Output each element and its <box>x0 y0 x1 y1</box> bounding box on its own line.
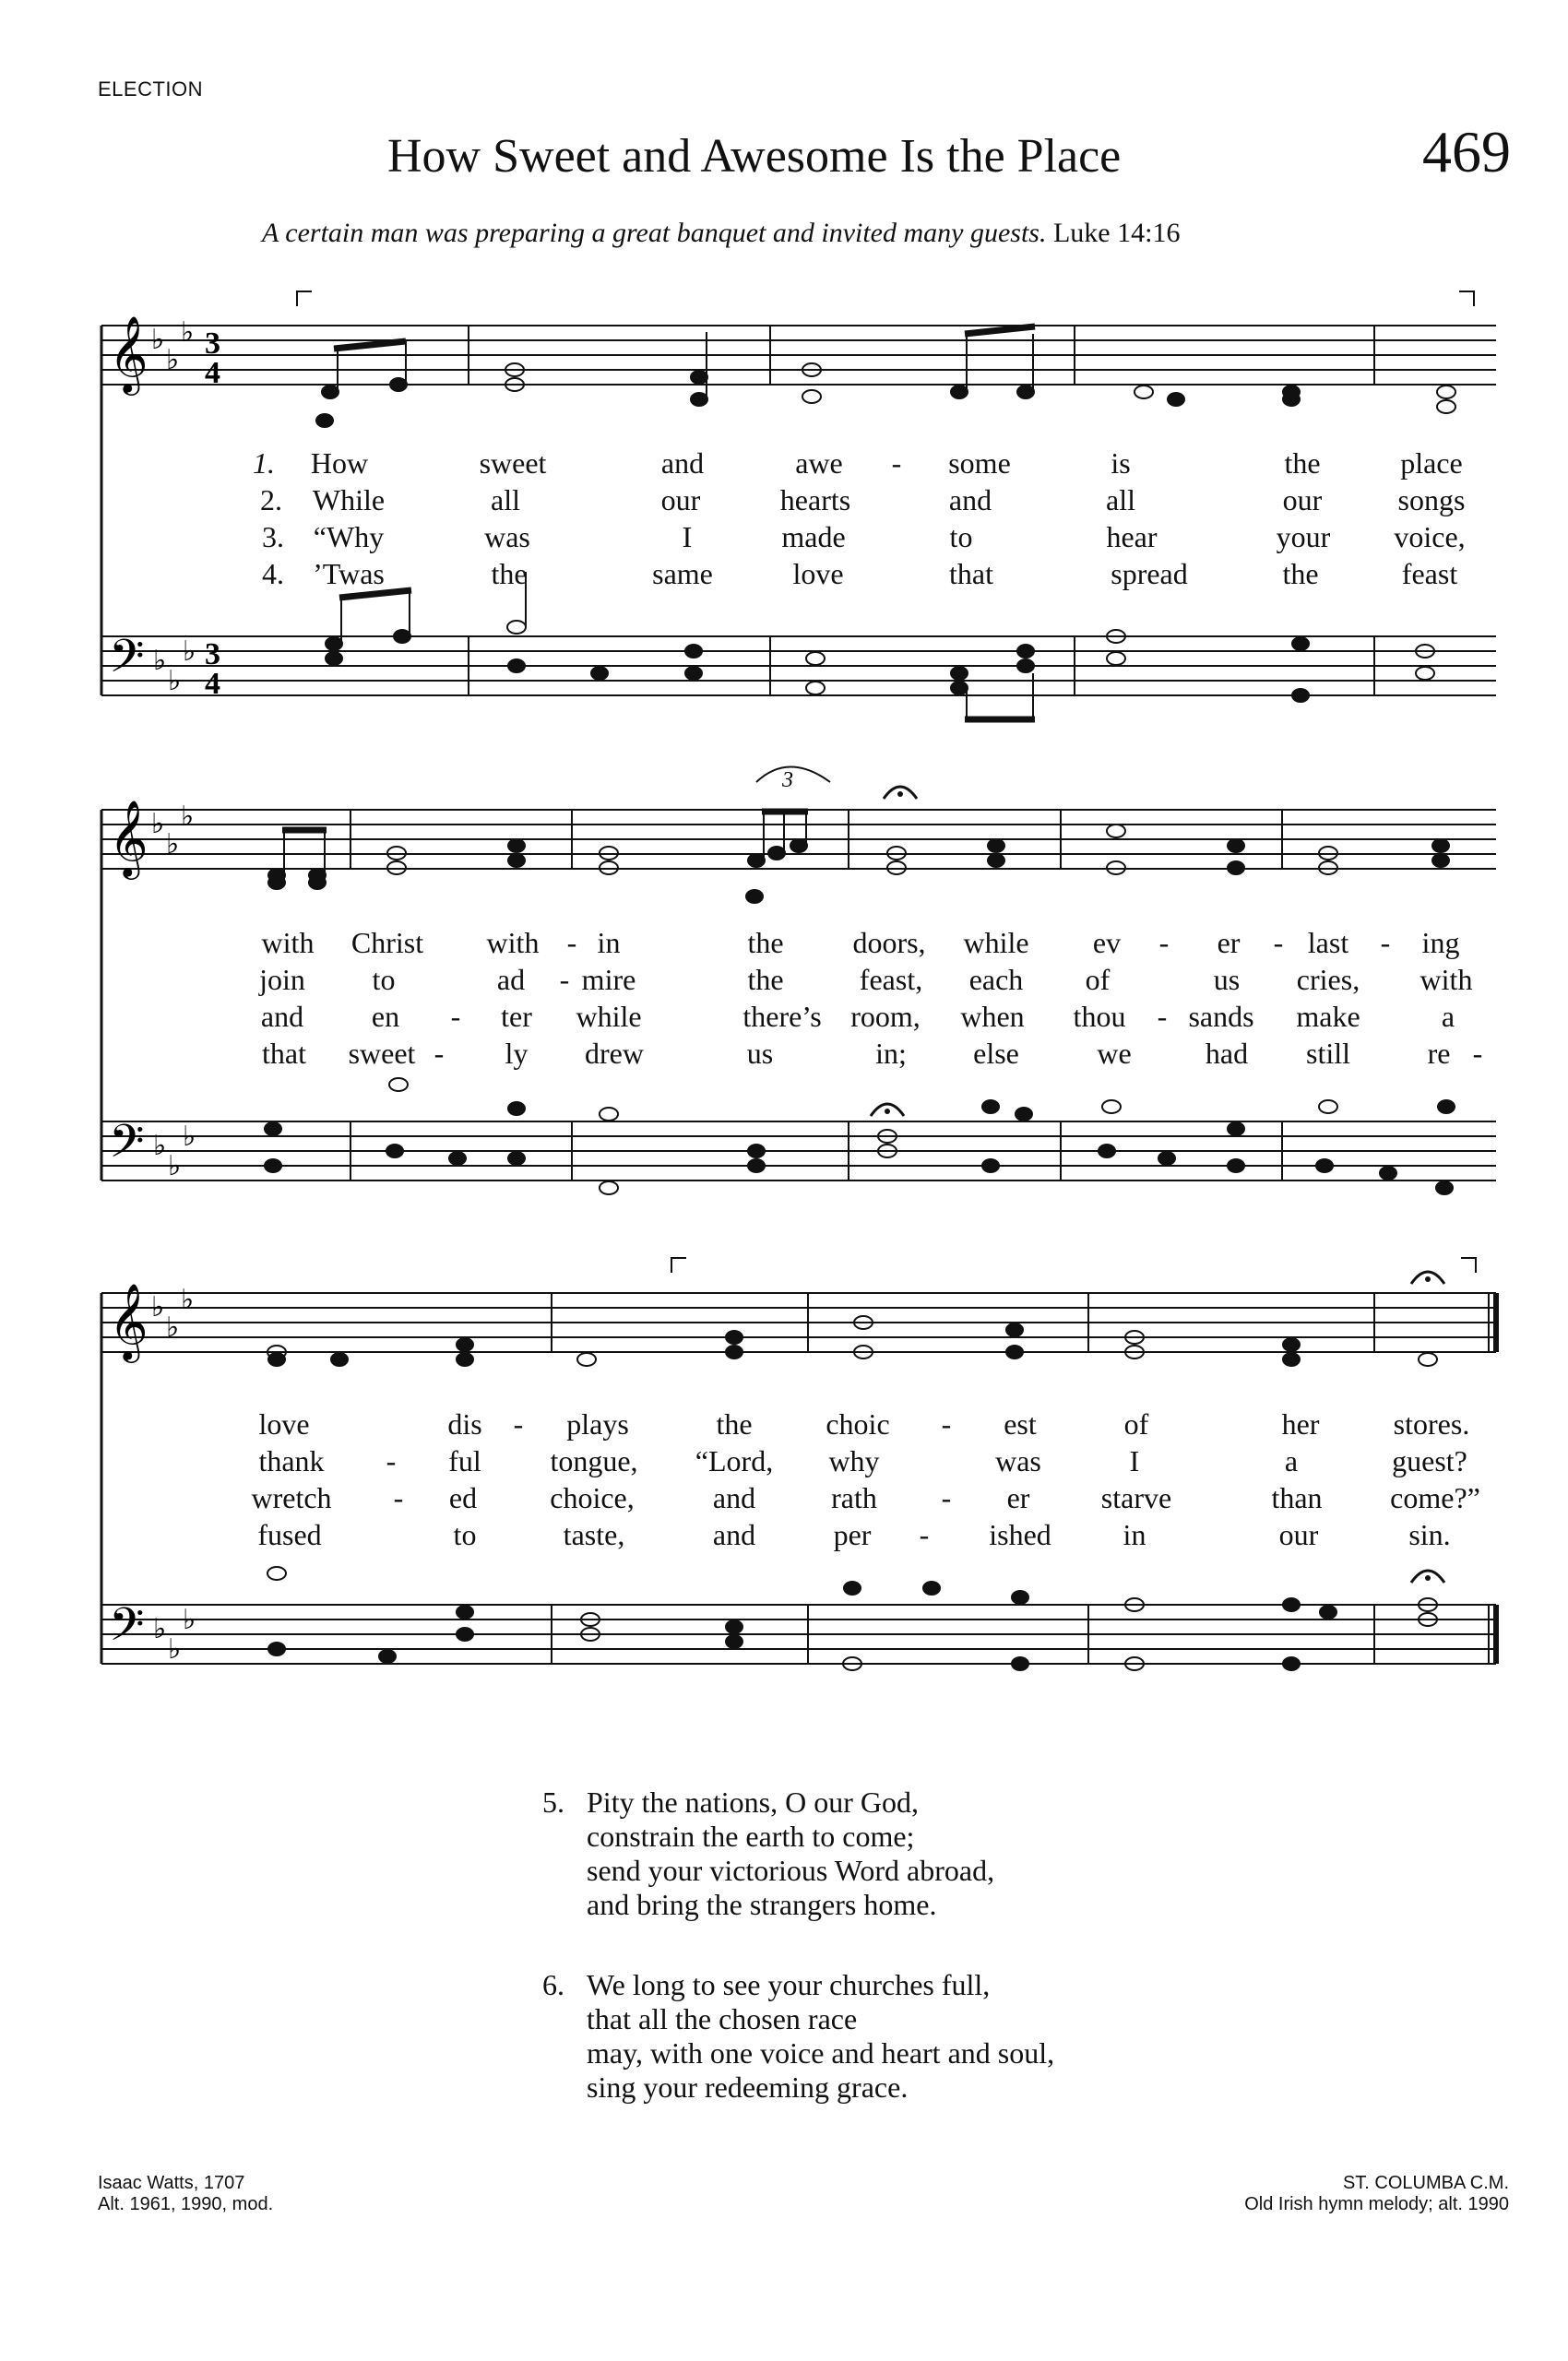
time-signature-top: 3 <box>205 637 220 671</box>
treble-clef: 𝄞 <box>109 801 148 875</box>
lyric-syllable: hear <box>1106 520 1158 553</box>
lyric-syllable: ing <box>1421 926 1460 959</box>
lyric-line-verse-4 <box>0 1518 1568 1555</box>
flat: ♭ <box>168 1634 182 1665</box>
flat: ♭ <box>166 1312 180 1343</box>
lyric-syllable: starve <box>1100 1481 1172 1514</box>
lyric-syllable: - <box>393 1481 404 1514</box>
lyric-syllable: sands <box>1188 1000 1254 1033</box>
stanza-number: 6. <box>542 1968 564 2001</box>
verse-number: 1. <box>253 446 275 480</box>
stanza-number: 5. <box>542 1786 564 1819</box>
lyric-syllable: - <box>891 446 902 480</box>
flat: ♭ <box>168 1151 182 1181</box>
lyric-syllable: choice, <box>550 1481 635 1514</box>
lyric-syllable: each <box>968 963 1024 996</box>
lyric-syllable: when <box>960 1000 1025 1033</box>
lyric-line-verse-1 <box>0 1407 1568 1444</box>
lyric-syllable: ly <box>505 1037 529 1070</box>
lyric-syllable: place <box>1400 446 1463 480</box>
lyric-syllable: - <box>559 963 570 996</box>
lyric-syllable: - <box>1472 1037 1483 1070</box>
lyric-syllable: How <box>310 446 369 480</box>
lyric-syllable: mire <box>581 963 636 996</box>
flat: ♭ <box>153 646 167 676</box>
lyric-syllable: last <box>1307 926 1349 959</box>
lyric-syllable: the <box>491 557 528 590</box>
stanza-line: that all the chosen race <box>587 2002 858 2035</box>
lyric-syllable: voice, <box>1394 520 1466 553</box>
lyric-syllable: with <box>486 926 540 959</box>
lyric-syllable: - <box>1157 1000 1168 1033</box>
lyric-syllable: wretch <box>251 1481 332 1514</box>
lyric-syllable: her <box>1281 1407 1320 1441</box>
lyric-syllable: sin. <box>1408 1518 1451 1551</box>
hymn-number: 469 <box>1422 119 1511 184</box>
stanza-line: may, with one voice and heart and soul, <box>587 2036 1055 2070</box>
lyric-syllable: - <box>1158 926 1170 959</box>
lyric-syllable: and <box>260 1000 304 1033</box>
flat: ♭ <box>166 829 180 860</box>
lyric-syllable: why <box>828 1444 880 1477</box>
time-signature-top: 3 <box>205 326 220 361</box>
stanza-line: Pity the nations, O our God, <box>587 1786 919 1819</box>
lyric-syllable: in <box>1123 1518 1146 1551</box>
lyric-syllable: ev <box>1092 926 1122 959</box>
stanza-line: constrain the earth to come; <box>587 1820 915 1853</box>
treble-clef: 𝄞 <box>109 317 148 391</box>
lyric-syllable: - <box>513 1407 524 1441</box>
text-alteration: Alt. 1961, 1990, mod. <box>98 2194 274 2214</box>
lyric-syllable: we <box>1097 1037 1132 1070</box>
lyric-syllable: love <box>258 1407 310 1441</box>
verse-number: 2. <box>260 483 282 516</box>
lyric-syllable: plays <box>566 1407 629 1441</box>
bass-clef: 𝄢 <box>109 1117 145 1178</box>
lyric-syllable: us <box>746 1037 774 1070</box>
flat: ♭ <box>183 1605 196 1635</box>
lyric-syllable: - <box>450 1000 461 1033</box>
lyric-syllable: the <box>747 926 784 959</box>
lyric-syllable: the <box>1284 446 1321 480</box>
lyric-syllable: hearts <box>779 483 851 516</box>
lyric-syllable: of <box>1123 1407 1149 1441</box>
lyric-syllable: while <box>576 1000 642 1033</box>
lyric-syllable: - <box>434 1037 445 1070</box>
flat: ♭ <box>151 325 165 355</box>
tune-source: Old Irish hymn melody; alt. 1990 <box>1244 2194 1509 2214</box>
tune-credits <box>1244 2173 1509 2215</box>
lyric-syllable: while <box>963 926 1029 959</box>
lyric-syllable: ful <box>448 1444 481 1477</box>
lyric-syllable: er <box>1006 1481 1030 1514</box>
lyric-syllable: come?” <box>1390 1481 1480 1514</box>
epigraph-text: A certain man was preparing a great banquet and invited many guests. <box>262 218 1047 248</box>
flat: ♭ <box>153 1131 167 1161</box>
lyric-syllable: fused <box>257 1518 322 1551</box>
lyric-syllable: to <box>949 520 973 553</box>
lyric-syllable: ed <box>448 1481 478 1514</box>
lyric-syllable: thank <box>258 1444 325 1477</box>
text-author: Isaac Watts, 1707 <box>98 2173 245 2193</box>
lyric-syllable: doors, <box>852 926 926 959</box>
lyric-syllable: - <box>1380 926 1391 959</box>
flat: ♭ <box>183 636 196 667</box>
flat: ♭ <box>181 317 195 348</box>
lyric-syllable: taste, <box>563 1518 625 1551</box>
treble-clef: 𝄞 <box>109 1285 148 1358</box>
lyric-syllable: en <box>371 1000 400 1033</box>
lyric-syllable: had <box>1205 1037 1249 1070</box>
lyric-syllable: a <box>1284 1444 1299 1477</box>
lyric-syllable: our <box>660 483 701 516</box>
epigraph-reference: Luke 14:16 <box>1052 218 1181 248</box>
flat: ♭ <box>151 809 165 839</box>
lyric-syllable: I <box>1129 1444 1140 1477</box>
flat: ♭ <box>181 1285 195 1315</box>
stanza-line: We long to see your churches full, <box>587 1968 991 2001</box>
lyric-syllable: our <box>1278 1518 1319 1551</box>
lyric-syllable: was <box>484 520 530 553</box>
verse-number: 4. <box>262 557 284 590</box>
lyric-syllable: songs <box>1397 483 1466 516</box>
lyric-syllable: per <box>833 1518 872 1551</box>
flat: ♭ <box>153 1614 167 1644</box>
lyric-syllable: to <box>372 963 396 996</box>
lyric-syllable: est <box>1004 1407 1037 1441</box>
time-signature-bottom: 4 <box>205 356 220 390</box>
lyric-syllable: and <box>660 446 705 480</box>
lyric-syllable: still <box>1305 1037 1351 1070</box>
flat: ♭ <box>151 1292 165 1323</box>
lyric-syllable: ’Twas <box>313 557 385 590</box>
section-label: ELECTION <box>98 77 204 101</box>
lyric-syllable: make <box>1296 1000 1360 1033</box>
lyric-syllable: with <box>261 926 315 959</box>
lyric-syllable: else <box>973 1037 1019 1070</box>
bass-clef: 𝄢 <box>109 632 145 693</box>
lyric-syllable: room, <box>850 1000 921 1033</box>
tune-name: ST. COLUMBA C.M. <box>1342 2173 1509 2193</box>
lyric-syllable: “Why <box>313 520 385 553</box>
lyric-syllable: love <box>792 557 844 590</box>
lyric-syllable: same <box>652 557 713 590</box>
lyric-syllable: - <box>919 1518 930 1551</box>
flat: ♭ <box>168 666 182 696</box>
lyric-line-verse-3 <box>0 1481 1568 1518</box>
lyric-syllable: While <box>312 483 386 516</box>
lyric-syllable: some <box>948 446 1011 480</box>
lyric-syllable: “Lord, <box>695 1444 774 1477</box>
lyric-syllable: is <box>1111 446 1131 480</box>
lyric-syllable: and <box>712 1481 756 1514</box>
hymn-title: How Sweet and Awesome Is the Place <box>387 130 1122 183</box>
lyric-syllable: cries, <box>1296 963 1360 996</box>
lyric-syllable: - <box>386 1444 397 1477</box>
lyric-syllable: join <box>259 963 305 996</box>
lyric-syllable: all <box>491 483 520 516</box>
lyric-syllable: and <box>712 1518 756 1551</box>
lyric-syllable: awe <box>795 446 843 480</box>
lyric-syllable: - <box>941 1407 952 1441</box>
lyric-syllable: feast <box>1401 557 1458 590</box>
lyric-syllable: with <box>1420 963 1473 996</box>
lyric-syllable: choic <box>826 1407 890 1441</box>
lyric-syllable: I <box>682 520 693 553</box>
lyric-line-verse-2 <box>0 1444 1568 1481</box>
flat: ♭ <box>166 345 180 375</box>
lyric-syllable: ad <box>496 963 526 996</box>
lyric-syllable: - <box>941 1481 952 1514</box>
lyric-syllable: that <box>949 557 993 590</box>
lyric-syllable: rath <box>831 1481 877 1514</box>
lyric-syllable: dis <box>447 1407 482 1441</box>
lyric-syllable: in; <box>875 1037 907 1070</box>
verse-number: 3. <box>262 520 284 553</box>
lyric-syllable: feast, <box>859 963 923 996</box>
lyric-syllable: all <box>1106 483 1135 516</box>
lyric-syllable: sweet <box>348 1037 416 1070</box>
lyric-syllable: to <box>453 1518 477 1551</box>
lyric-syllable: the <box>1282 557 1319 590</box>
lyric-syllable: in <box>597 926 621 959</box>
lyric-syllable: our <box>1282 483 1323 516</box>
lyric-syllable: than <box>1271 1481 1323 1514</box>
lyric-syllable: was <box>995 1444 1041 1477</box>
stanza-line: sing your redeeming grace. <box>587 2070 909 2104</box>
lyric-syllable: us <box>1213 963 1241 996</box>
time-signature-bottom: 4 <box>205 667 220 701</box>
flat: ♭ <box>183 1121 196 1152</box>
lyric-syllable: Christ <box>350 926 424 959</box>
lyric-syllable: re <box>1427 1037 1451 1070</box>
tuplet-label: 3 <box>782 768 793 792</box>
lyric-syllable: and <box>948 483 992 516</box>
lyric-syllable: drew <box>585 1037 644 1070</box>
lyric-syllable: er <box>1217 926 1241 959</box>
lyric-syllable: stores. <box>1393 1407 1470 1441</box>
lyric-syllable: - <box>1273 926 1284 959</box>
lyric-syllable: spread <box>1111 557 1188 590</box>
text-credits <box>98 2173 273 2215</box>
lyric-syllable: - <box>566 926 577 959</box>
lyric-syllable: your <box>1276 520 1331 553</box>
lyric-syllable: ished <box>989 1518 1051 1551</box>
lyric-syllable: sweet <box>479 446 547 480</box>
lyric-syllable: made <box>781 520 846 553</box>
lyric-syllable: the <box>716 1407 753 1441</box>
stanza-line: send your victorious Word abroad, <box>587 1854 995 1887</box>
lyric-syllable: ter <box>501 1000 532 1033</box>
lyric-syllable: there’s <box>742 1000 822 1033</box>
flat: ♭ <box>181 801 195 832</box>
lyric-syllable: tongue, <box>550 1444 638 1477</box>
lyric-syllable: a <box>1441 1000 1455 1033</box>
lyric-syllable: thou <box>1073 1000 1126 1033</box>
lyric-syllable: of <box>1085 963 1111 996</box>
stanza-line: and bring the strangers home. <box>587 1888 937 1921</box>
lyric-syllable: that <box>262 1037 306 1070</box>
lyric-syllable: guest? <box>1392 1444 1467 1477</box>
bass-clef: 𝄢 <box>109 1600 145 1661</box>
lyric-syllable: the <box>747 963 784 996</box>
